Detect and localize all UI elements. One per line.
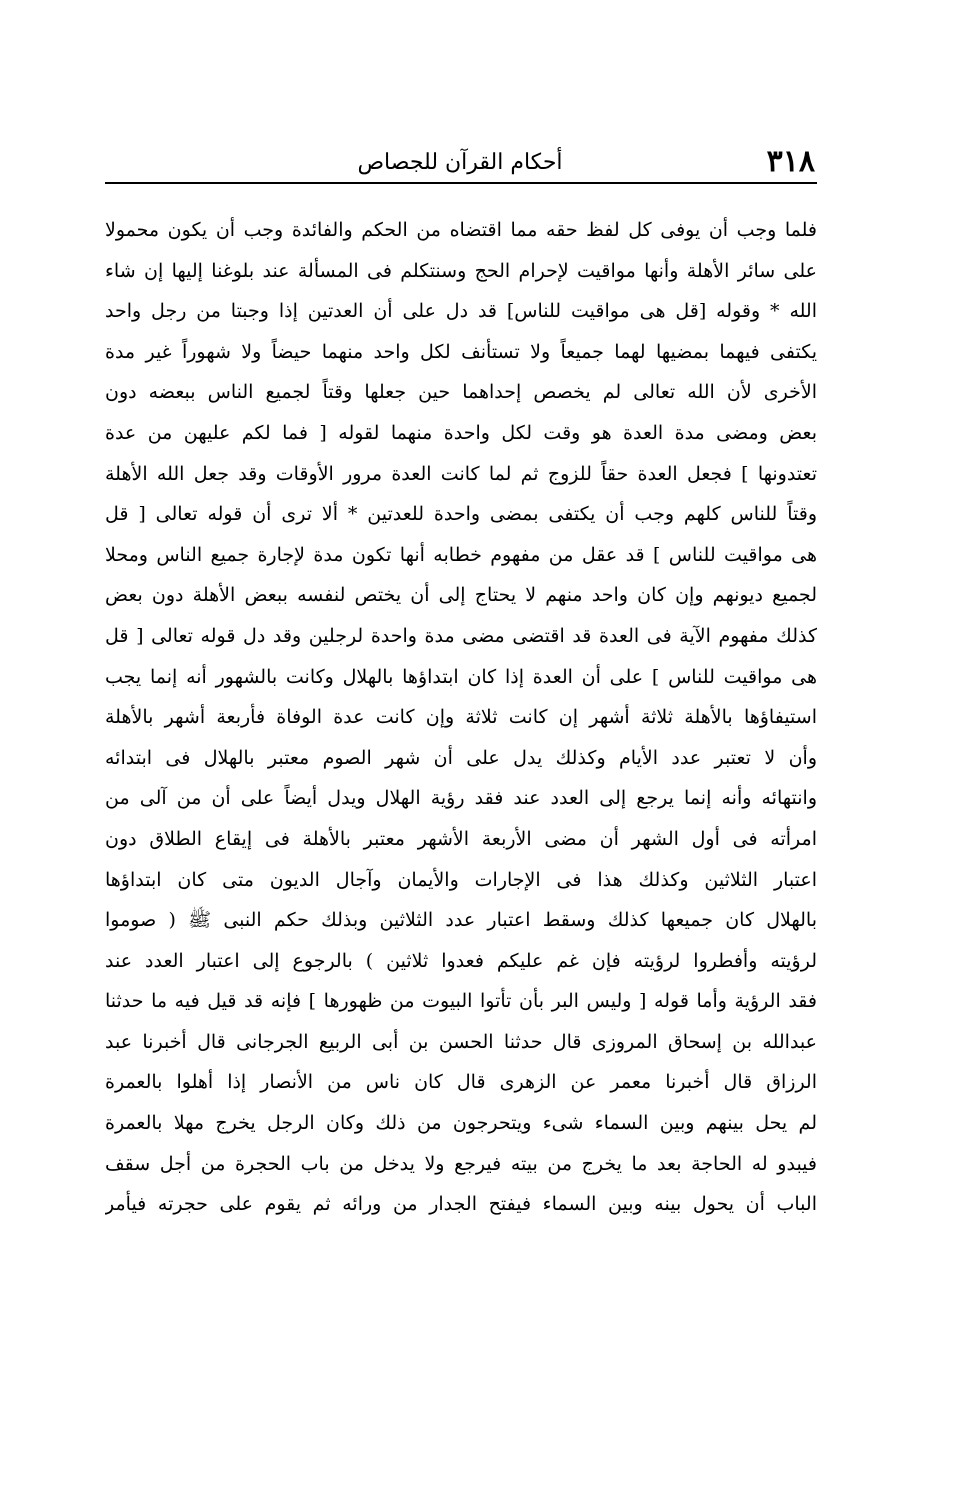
page-header <box>105 144 815 179</box>
text-line: على سائر الأهلة وأنها مواقيت لإحرام الحج وسنتكلم فى المسألة عند بلوغنا إليها إن شاء <box>105 259 817 282</box>
text-line: استيفاؤها بالأهلة ثلاثة أشهر إن كانت ثلاثة وإن كانت عدة الوفاة فأربعة أشهر بالأهلة <box>105 706 817 729</box>
text-line: لرؤيته وأفطروا لرؤيته فإن غم عليكم فعدوا ثلاثين ) بالرجوع إلى اعتبار العدد عند <box>105 949 817 972</box>
text-line: لجميع ديونهم وإن كان واحد منهم لا يحتاج إلى أن يختص لنفسه ببعض الأهلة دون بعض <box>105 584 817 607</box>
text-line: وانتهائه وأنه إنما يرجع إلى العدد عند فقد رؤية الهلال ويدل أيضاً على أن من آلى من <box>105 787 817 810</box>
text-line: وقتاً للناس كلهم وجب أن يكتفى بمضى واحدة للعدتين * ألا ترى أن قوله تعالى [ قل <box>105 503 817 526</box>
page-number: ٣١٨ <box>766 144 815 179</box>
text-line: عبدالله بن إسحاق المروزى قال حدثنا الحسن بن أبى الربيع الجرجانى قال أخبرنا عبد <box>105 1030 817 1053</box>
text-line: امرأته فى أول الشهر أن مضى الأربعة الأشهر معتبر بالأهلة فى إيقاع الطلاق دون <box>105 827 817 850</box>
text-line: الرزاق قال أخبرنا معمر عن الزهرى قال كان ناس من الأنصار إذا أهلوا بالعمرة <box>105 1071 817 1094</box>
text-line: هى مواقيت للناس ] قد عقل من مفهوم خطابه أنها تكون مدة لإجارة جميع الناس ومحلا <box>105 543 817 566</box>
text-line: الله * وقوله [قل هى مواقيت للناس] قد دل على أن العدتين إذا وجبتا من رجل واحد <box>105 300 817 323</box>
text-line: تعتدونها ] فجعل العدة حقاً للزوج ثم لما كانت العدة مرور الأوقات وقد جعل الله الأهلة <box>105 462 817 485</box>
text-line: وأن لا تعتبر عدد الأيام وكذلك يدل على أن شهر الصوم معتبر بالهلال فى ابتدائه <box>105 746 817 769</box>
text-line: فقد الرؤية وأما قوله [ وليس البر بأن تأتوا البيوت من ظهورها ] فإنه قد قيل فيه ما حدثنا <box>105 990 817 1013</box>
body-text <box>105 210 817 1225</box>
text-line: فلما وجب أن يوفى كل لفظ حقه مما اقتضاه من الحكم والفائدة وجب أن يكون محمولا <box>105 219 817 241</box>
text-line: الأخرى لأن الله تعالى لم يخصص إحداهما حين جعلها وقتاً لجميع الناس ببعضه دون <box>105 381 817 404</box>
text-line: يكتفى فيهما بمضيها لهما جميعاً ولا تستأنف لكل واحد منهما حيضاً ولا شهوراً غير مدة <box>105 340 817 363</box>
text-line: اعتبار الثلاثين وكذلك هذا فى الإجارات والأيمان وآجال الديون متى كان ابتداؤها <box>105 868 817 891</box>
running-title: أحكام القرآن للجصاص <box>357 150 563 175</box>
text-line: هى مواقيت للناس ] على أن العدة إذا كان ابتداؤها بالهلال وكانت بالشهور أنه إنما يجب <box>105 665 817 688</box>
text-line: كذلك مفهوم الآية فى العدة قد اقتضى مضى مدة واحدة لرجلين وقد دل قوله تعالى [ قل <box>105 624 817 647</box>
text-line: الباب أن يحول بينه وبين السماء فيفتح الجدار من ورائه ثم يقوم على حجرته فيأمر <box>105 1193 817 1216</box>
text-line: بالهلال كان جميعها كذلك وسقط اعتبار عدد الثلاثين وبذلك حكم النبى ﷺ ( صوموا <box>105 909 817 932</box>
header-rule <box>105 182 817 184</box>
text-line: لم يحل بينهم وبين السماء شىء ويتحرجون من ذلك وكان الرجل يخرج مهلا بالعمرة <box>105 1112 817 1135</box>
text-line: بعض ومضى مدة العدة هو وقت لكل واحدة منهما لقوله [ فما لكم عليهن من عدة <box>105 421 817 444</box>
text-line: فيبدو له الحاجة بعد ما يخرج من بيته فيرجع ولا يدخل من باب الحجرة من أجل سقف <box>105 1152 817 1175</box>
